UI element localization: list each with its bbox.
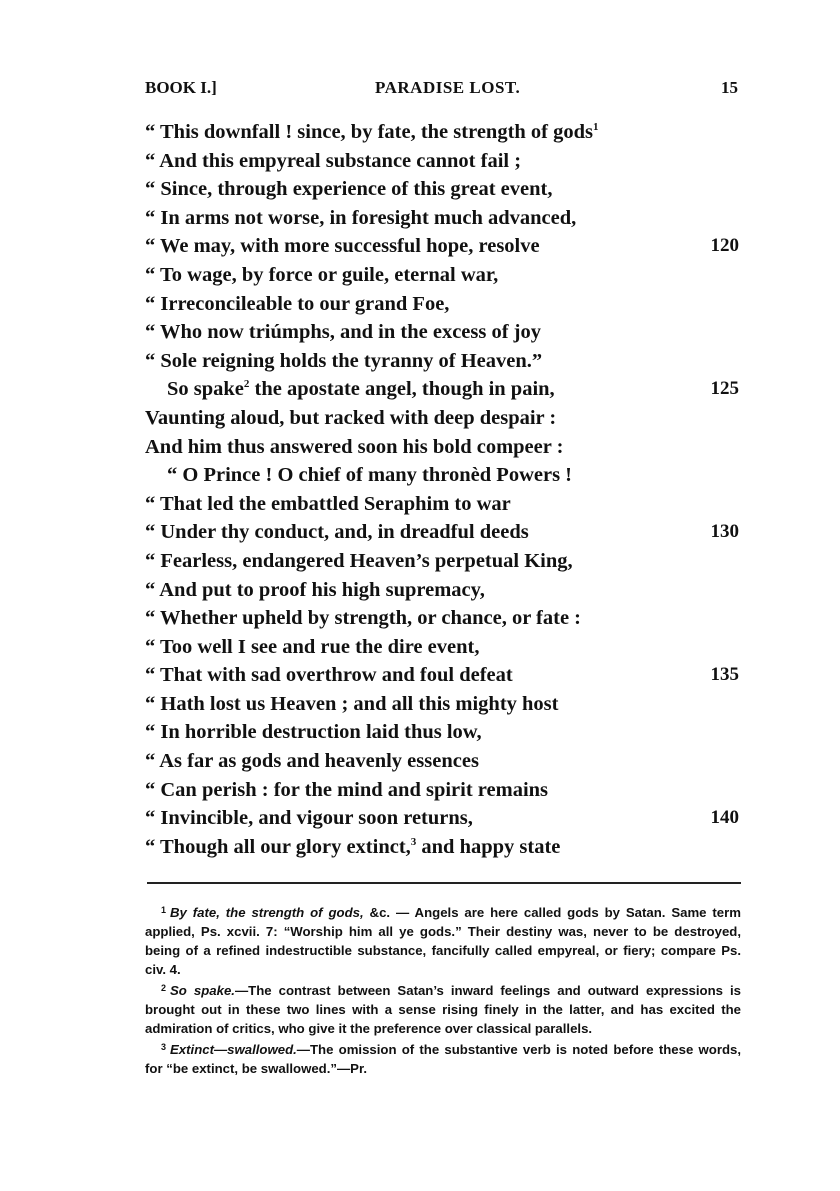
poem-line (145, 833, 745, 862)
footnote-body: —The omission of the substantive verb is noted before these words, for “be extinct, be swallowed.”—Pr. (145, 1042, 741, 1076)
footnote-lead: So spake. (170, 983, 235, 998)
poem-line-text (167, 375, 555, 404)
poem-line-text (145, 204, 576, 233)
poem-line-main: “ That led the embattled Seraphim to war (145, 492, 511, 515)
line-number: 135 (710, 664, 739, 686)
poem-line (145, 490, 745, 519)
poem-line-main: “ To wage, by force or guile, eternal war, (145, 263, 499, 286)
poem-line (145, 290, 745, 319)
poem-line (145, 576, 745, 605)
footnote-lead: By fate, the strength of gods, (170, 905, 364, 920)
page-number: 15 (721, 78, 738, 97)
poem-line-text (145, 804, 473, 833)
poem-line-text (145, 690, 558, 719)
poem-line-main: “ Hath lost us Heaven ; and all this mighty host (145, 692, 559, 715)
poem-line-text (145, 290, 449, 319)
poem-line (145, 633, 745, 662)
poem-line-text (145, 232, 540, 261)
poem-line-main: “ And this empyreal substance cannot fail ; (145, 149, 522, 172)
poem-line-text (145, 118, 599, 147)
poem-line-text (145, 147, 521, 176)
poem-line-main: “ Can perish : for the mind and spirit remains (145, 778, 549, 801)
poem-line-main: “ Who now triúmphs, and in the excess of joy (145, 321, 541, 344)
line-number: 130 (710, 521, 739, 543)
poem-line-main: So spake (167, 378, 244, 401)
footnote-divider (147, 882, 741, 884)
footnote-1 (145, 903, 741, 979)
poem-line-main: “ Too well I see and rue the dire event, (145, 635, 480, 658)
running-header (145, 78, 740, 100)
footnote-body: —The contrast between Satan’s inward feelings and outward expressions is brought out in these two lines with a sense rising finely in the latter, and has excited the admiration of critics, who give it the preference over classical parallels. (145, 983, 741, 1036)
poem-line-rest: the apostate angel, though in pain, (249, 378, 555, 401)
poem-line-main: “ This downfall ! since, by fate, the strength of gods (145, 121, 593, 143)
poem-line-main: “ That with sad overthrow and foul defeat (145, 664, 513, 687)
work-title: PARADISE LOST. (375, 78, 521, 97)
poem-line (145, 347, 745, 376)
poem-line-text (145, 633, 479, 662)
poem-line-text (145, 718, 482, 747)
poem-line-main: “ Under thy conduct, and, in dreadful deeds (145, 521, 529, 544)
poem-line (145, 461, 745, 490)
footnote-body: &c. — Angels are here called gods by Satan. Same term applied, Ps. xcvii. 7: “Worship him all ye gods.” Their destiny was, never to be destroyed, being of a refined indestructible substance, fancifully called empyreal, or fiery; compare Ps. civ. 4. (145, 905, 742, 977)
poem-line-text (167, 461, 572, 490)
poem-line-main: “ Whether upheld by strength, or chance, or fate : (145, 607, 582, 630)
poem-line-main: “ Fearless, endangered Heaven’s perpetual King, (145, 549, 573, 572)
book-label: BOOK I.] (145, 78, 217, 97)
poem-line (145, 232, 745, 261)
poem-line (145, 261, 745, 290)
poem-line (145, 518, 745, 547)
poem-line-text (145, 661, 513, 690)
poem-line (145, 375, 745, 404)
line-number: 120 (710, 235, 739, 257)
poem-line-main: “ Invincible, and vigour soon returns, (145, 807, 473, 830)
poem-line-text (145, 833, 560, 862)
poem-line-text (145, 776, 548, 805)
poem-line (145, 604, 745, 633)
footnote-marker: 2 (161, 983, 167, 993)
poem-line-main: “ And put to proof his high supremacy, (145, 578, 485, 601)
poem-line (145, 718, 745, 747)
poem-line-text (145, 576, 485, 605)
footnote-marker: 1 (161, 905, 167, 915)
poem-line (145, 318, 745, 347)
poem-line (145, 175, 745, 204)
poem-line-text (145, 347, 542, 376)
footnote-ref[interactable]: 1 (593, 121, 599, 133)
poem-line-main: Vaunting aloud, but racked with deep despair : (145, 406, 557, 429)
poem-line (145, 433, 745, 462)
poem-line-text (145, 175, 552, 204)
poem-line-main: “ In horrible destruction laid thus low, (145, 721, 482, 744)
footnote-2 (145, 981, 741, 1038)
poem-line-main: “ Though all our glory extinct, (145, 835, 411, 858)
poem-line (145, 661, 745, 690)
poem-line (145, 404, 745, 433)
poem-line-main: “ Irreconcileable to our grand Foe, (145, 292, 450, 315)
poem-line (145, 804, 745, 833)
poem-line-main: And him thus answered soon his bold compeer : (145, 435, 564, 458)
line-number: 140 (710, 807, 739, 829)
poem-line (145, 776, 745, 805)
poem-line (145, 690, 745, 719)
poem-line-text (145, 261, 498, 290)
poem-line-text (145, 604, 581, 633)
footnote-3 (145, 1040, 741, 1078)
poem-line (145, 747, 745, 776)
poem-line-text (145, 433, 563, 462)
footnote-ref[interactable]: 2 (243, 378, 250, 391)
poem-line (145, 118, 745, 147)
line-number: 125 (710, 378, 739, 400)
poem-line-main: “ Since, through experience of this great event, (145, 178, 553, 201)
poem-line-rest: and happy state (416, 835, 561, 858)
poem-line-text (145, 490, 511, 519)
poem-line-text (145, 547, 573, 576)
footnote-marker: 3 (161, 1042, 167, 1052)
footnote-ref[interactable]: 3 (410, 835, 417, 848)
poem-line-text (145, 318, 541, 347)
poem-line-main: “ O Prince ! O chief of many thronèd Powers ! (167, 464, 572, 487)
poem-line-main: “ Sole reigning holds the tyranny of Heaven.” (145, 349, 543, 372)
poem-line-text (145, 747, 479, 776)
poem-line-text (145, 518, 529, 547)
poem-line-main: “ In arms not worse, in foresight much advanced, (145, 206, 577, 229)
footnote-lead: Extinct—swallowed. (170, 1042, 297, 1057)
poem-line-text (145, 404, 556, 433)
poem-line-main: “ We may, with more successful hope, resolve (145, 235, 540, 258)
footnotes (145, 903, 741, 1080)
poem-line (145, 204, 745, 233)
poem-line (145, 147, 745, 176)
poem-line (145, 547, 745, 576)
poem-line-main: “ As far as gods and heavenly essences (145, 750, 479, 773)
poem-text (145, 118, 745, 861)
